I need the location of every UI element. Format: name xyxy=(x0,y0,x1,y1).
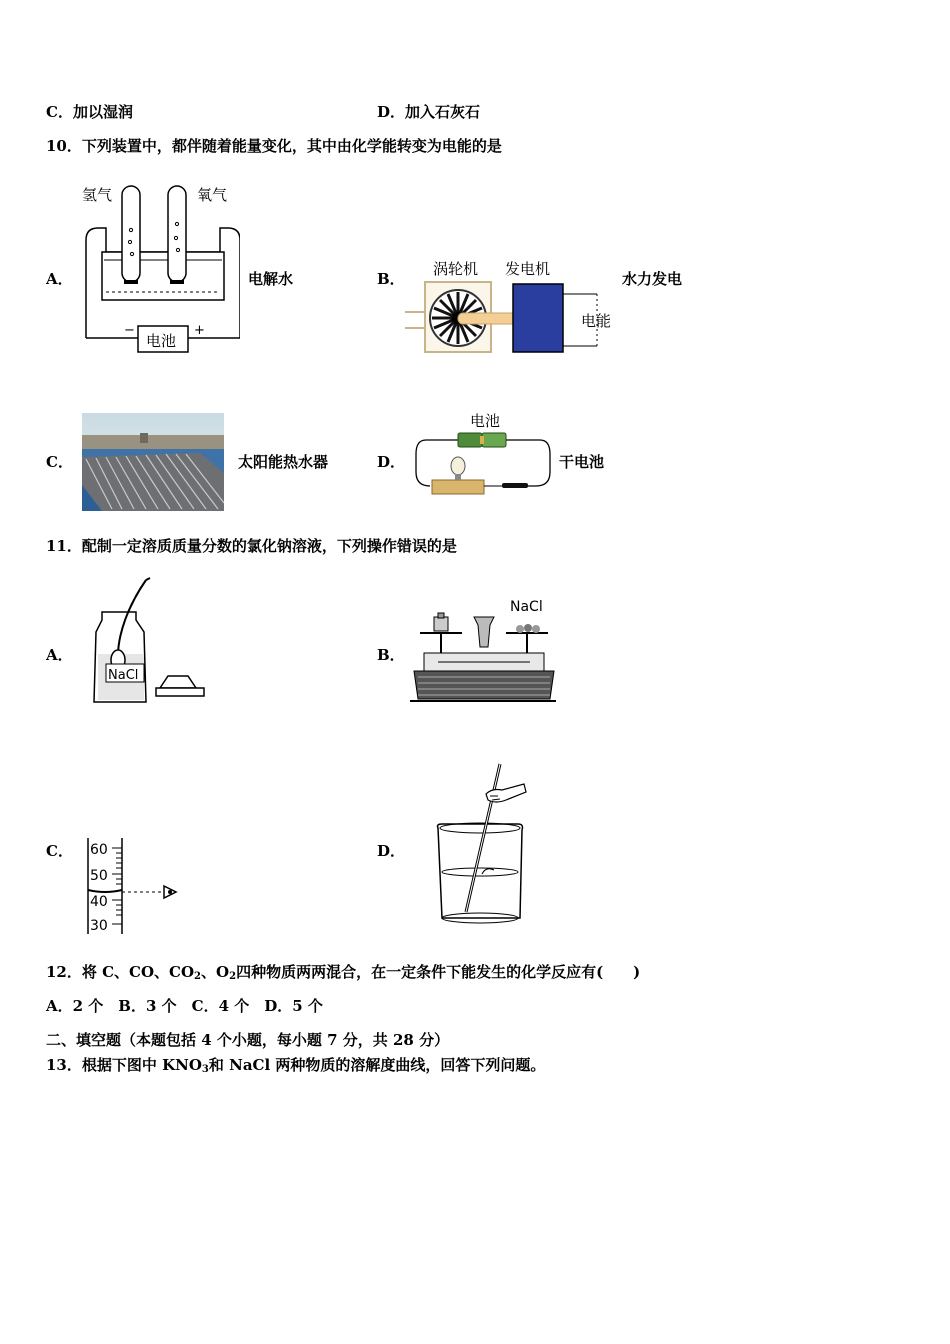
energy-label: 电能 xyxy=(581,312,612,330)
generator-label: 发电机 xyxy=(505,260,551,278)
q12-options: A．2 个 B．3 个 C．4 个 D．5 个 xyxy=(46,997,323,1015)
scale-label-nacl: NaCl xyxy=(510,599,543,615)
q9-option-d: D．加入石灰石 xyxy=(377,103,481,121)
tick-30: 30 xyxy=(90,918,108,934)
tick-50: 50 xyxy=(90,868,108,884)
q12-stem: 12．将 C、CO、$CO_2$、$O_2$四种物质两两混合，在一定条件下能发生的化学反应有( ) xyxy=(46,963,641,982)
battery-plus: + xyxy=(194,323,205,338)
stirring-beaker-figure xyxy=(432,762,537,930)
q13-stem: 13．根据下图中 $KNO_3$和 NaCl 两种物质的溶解度曲线，回答下列问题。 xyxy=(46,1056,546,1075)
q9-option-c: C．加以湿润 xyxy=(46,103,133,121)
turbine-label: 涡轮机 xyxy=(433,260,479,278)
q10-c-letter: C． xyxy=(46,453,73,471)
tick-40: 40 xyxy=(90,894,108,910)
tick-60: 60 xyxy=(90,842,108,858)
q10-b-letter: B． xyxy=(377,270,405,288)
q10-stem: 10．下列装置中，都伴随着能量变化，其中由化学能转变为电能的是 xyxy=(46,137,502,155)
dry-cell-circuit-figure xyxy=(412,410,554,502)
balance-scale-figure xyxy=(408,595,558,705)
oxygen-label: 氧气 xyxy=(197,186,228,204)
q10-a-letter: A． xyxy=(46,270,73,288)
q10-a-caption: 电解水 xyxy=(248,270,294,288)
q10-b-caption: 水力发电 xyxy=(622,270,683,288)
q11-stem: 11．配制一定溶质质量分数的氯化钠溶液，下列操作错误的是 xyxy=(46,537,457,555)
solar-heater-photo xyxy=(82,413,224,511)
q11-a-letter: A． xyxy=(46,646,73,664)
q11-b-letter: B． xyxy=(377,646,405,664)
battery-minus: − xyxy=(124,323,135,338)
graduated-cylinder-figure xyxy=(84,836,184,936)
bottle-label-nacl: NaCl xyxy=(108,668,139,683)
section-2-title: 二、填空题（本题包括 4 个小题，每小题 7 分，共 28 分） xyxy=(46,1031,450,1049)
dry-cell-label: 电池 xyxy=(470,412,501,430)
q10-d-letter: D． xyxy=(377,453,406,471)
q10-c-caption: 太阳能热水器 xyxy=(238,453,329,471)
hydrogen-label: 氢气 xyxy=(82,186,113,204)
electrolysis-figure xyxy=(80,180,240,358)
nacl-reagent-bottle-figure xyxy=(88,576,208,706)
hydropower-figure xyxy=(405,256,620,358)
q10-d-caption: 干电池 xyxy=(559,453,605,471)
q11-d-letter: D． xyxy=(377,842,406,860)
battery-label: 电池 xyxy=(146,332,177,350)
q11-c-letter: C． xyxy=(46,842,73,860)
